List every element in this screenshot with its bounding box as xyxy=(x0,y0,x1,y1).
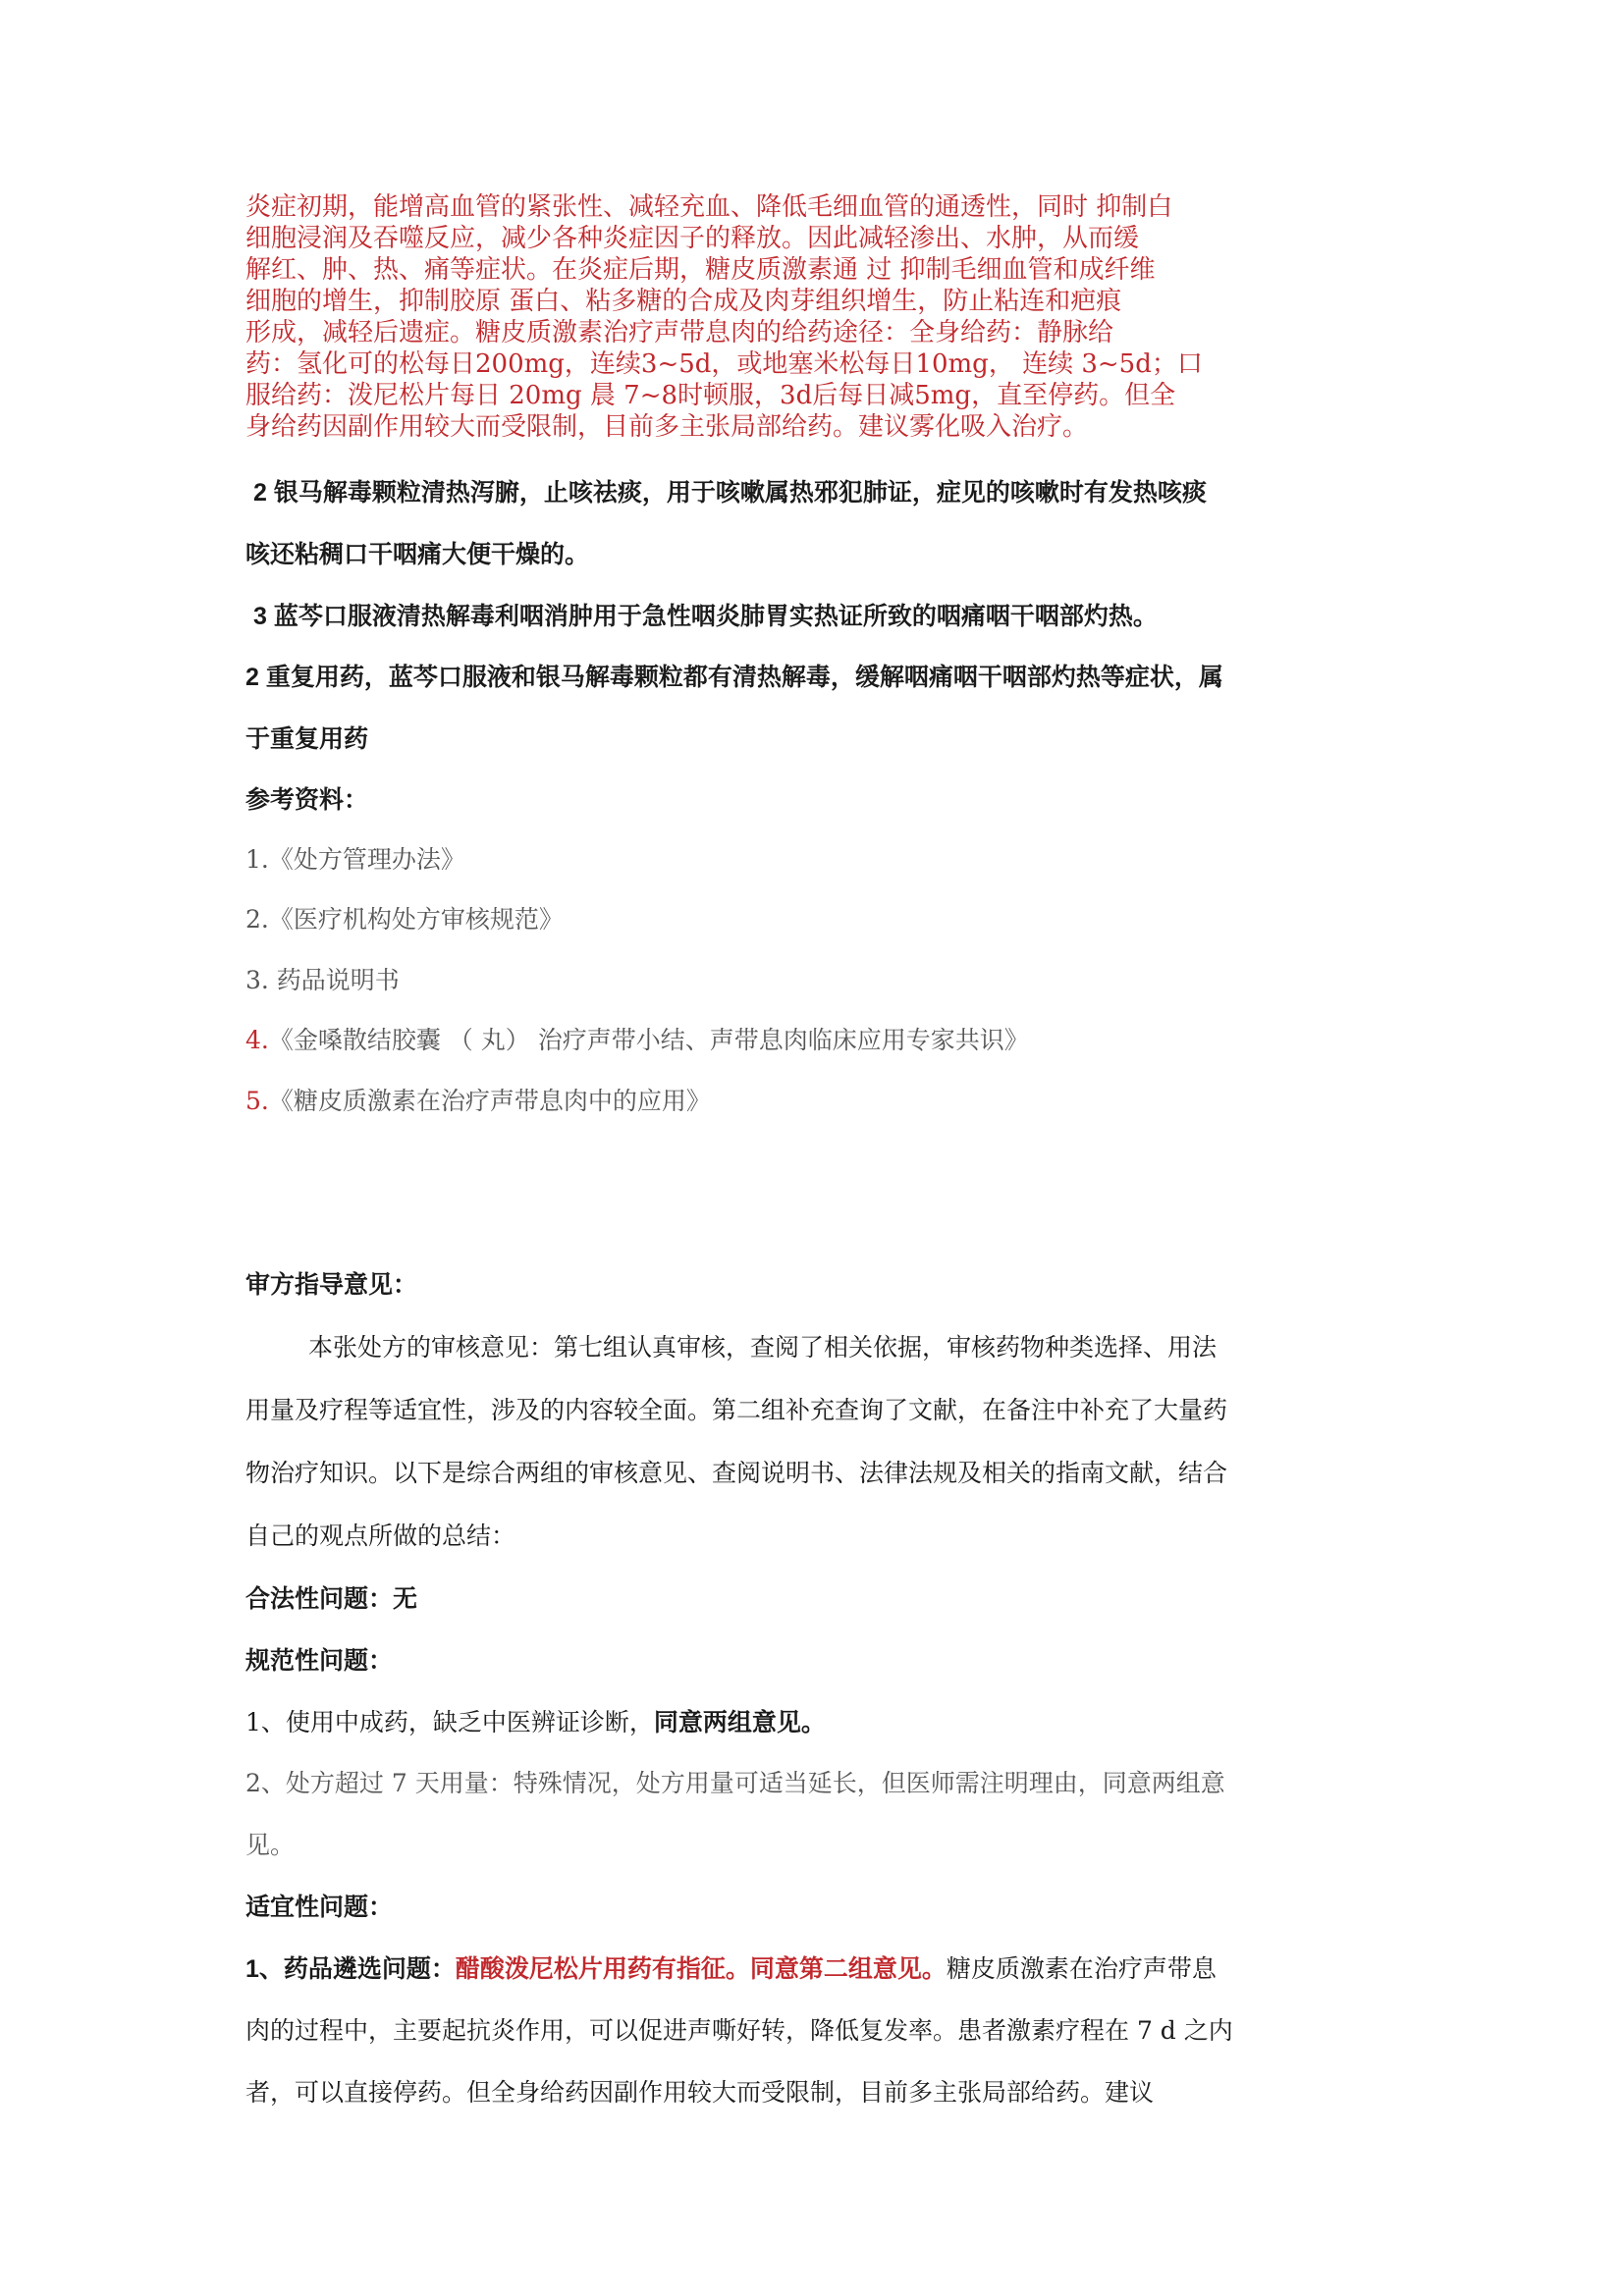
reference-number: 1. xyxy=(245,845,269,874)
normative-heading: 规范性问题： xyxy=(245,1647,394,1675)
normative-item-1-agree: 同意两组意见。 xyxy=(653,1709,826,1736)
suitability-item-1 xyxy=(245,1949,1217,1985)
normative-item-2-line-1: 2、处方超过 7 天用量：特殊情况，处方用量可适当延长，但医师需注明理由，同意两组意 xyxy=(245,1769,1225,1797)
guidance-line: 自己的观点所做的总结： xyxy=(245,1522,516,1550)
normative-item-2-line-2: 见。 xyxy=(245,1831,296,1859)
reference-number: 3. xyxy=(245,966,269,994)
reference-number: 5. xyxy=(245,1087,269,1115)
reference-title: 《处方管理办法》 xyxy=(268,845,465,874)
item-3: 3 蓝芩口服液清热解毒利咽消肿用于急性咽炎肺胃实热证所致的咽痛咽干咽部灼热。 xyxy=(253,603,1158,630)
paragraph-line: 解红、肿、热、痛等症状。在炎症后期，糖皮质激素通 过 抑制毛细血管和成纤维 xyxy=(245,255,1156,285)
reference-title: 《糖皮质激素在治疗声带息肉中的应用》 xyxy=(268,1087,711,1115)
paragraph-line: 药：氢化可的松每日200mg，连续3~5d，或地塞米松每日10mg， 连续 3~5d；口 xyxy=(245,349,1203,379)
reference-item xyxy=(245,900,564,935)
paragraph-line: 炎症初期，能增高血管的紧张性、减轻充血、降低毛细血管的通透性，同时 抑制白 xyxy=(245,192,1173,222)
paragraph-line: 细胞的增生，抑制胶原 蛋白、粘多糖的合成及肉芽组织增生，防止粘连和疤痕 xyxy=(245,287,1122,316)
paragraph-line: 服给药：泼尼松片每日 20mg 晨 7~8时顿服，3d后每日减5mg，直至停药。但全 xyxy=(245,381,1176,410)
guidance-line: 物治疗知识。以下是综合两组的审核意见、查阅说明书、法律法规及相关的指南文献，结合 xyxy=(245,1459,1228,1487)
paragraph-line: 身给药因副作用较大而受限制，目前多主张局部给药。建议雾化吸入治疗。 xyxy=(245,412,1089,442)
normative-item-1-text: 1、使用中成药，缺乏中医辨证诊断， xyxy=(245,1708,654,1736)
suitability-item-1-text: 糖皮质激素在治疗声带息 xyxy=(946,1954,1217,1983)
reference-title: 《医疗机构处方审核规范》 xyxy=(268,905,564,934)
reference-item xyxy=(245,1082,711,1117)
glucocorticoid-paragraph xyxy=(245,191,1375,443)
reference-item xyxy=(245,840,465,876)
suitability-line: 肉的过程中，主要起抗炎作用，可以促进声嘶好转，降低复发率。患者激素疗程在 7 d 之内 xyxy=(245,2016,1233,2045)
reference-item xyxy=(245,961,400,996)
normative-item-1 xyxy=(245,1703,826,1738)
paragraph-line: 形成，减轻后遗症。糖皮质激素治疗声带息肉的给药途径：全身给药：静脉给 xyxy=(245,318,1114,347)
suitability-item-1-label: 1、药品遴选问题： xyxy=(245,1955,456,1983)
reference-title: 《金嗓散结胶囊 （ 丸） 治疗声带小结、声带息肉临床应用专家共识》 xyxy=(268,1026,1029,1054)
guidance-line: 用量及疗程等适宜性，涉及的内容较全面。第二组补充查询了文献，在备注中补充了大量药 xyxy=(245,1396,1228,1424)
item-2-line-2: 咳还粘稠口干咽痛大便干燥的。 xyxy=(245,541,590,568)
reference-number: 4. xyxy=(245,1026,269,1054)
legality-line: 合法性问题：无 xyxy=(245,1585,418,1613)
suitability-line: 者，可以直接停药。但全身给药因副作用较大而受限制，目前多主张局部给药。建议 xyxy=(245,2078,1155,2107)
references-heading: 参考资料： xyxy=(245,786,369,814)
suitability-heading: 适宜性问题： xyxy=(245,1894,394,1921)
guidance-line: 本张处方的审核意见：第七组认真审核，查阅了相关依据，审核药物种类选择、用法 xyxy=(308,1333,1218,1362)
reference-title: 药品说明书 xyxy=(268,966,400,994)
item-2-line-1: 2 银马解毒颗粒清热泻腑，止咳祛痰，用于咳嗽属热邪犯肺证，症见的咳嗽时有发热咳痰 xyxy=(253,479,1207,507)
duplicate-line-2: 于重复用药 xyxy=(245,725,369,753)
suitability-item-1-agree: 醋酸泼尼松片用药有指征。同意第二组意见。 xyxy=(455,1955,947,1983)
paragraph-line: 细胞浸润及吞噬反应，减少各种炎症因子的释放。因此减轻渗出、水肿，从而缓 xyxy=(245,224,1140,253)
duplicate-line-1: 2 重复用药，蓝芩口服液和银马解毒颗粒都有清热解毒，缓解咽痛咽干咽部灼热等症状，属 xyxy=(245,664,1223,691)
reference-number: 2. xyxy=(245,905,269,934)
reference-item xyxy=(245,1021,1029,1056)
guidance-heading: 审方指导意见： xyxy=(245,1271,418,1299)
